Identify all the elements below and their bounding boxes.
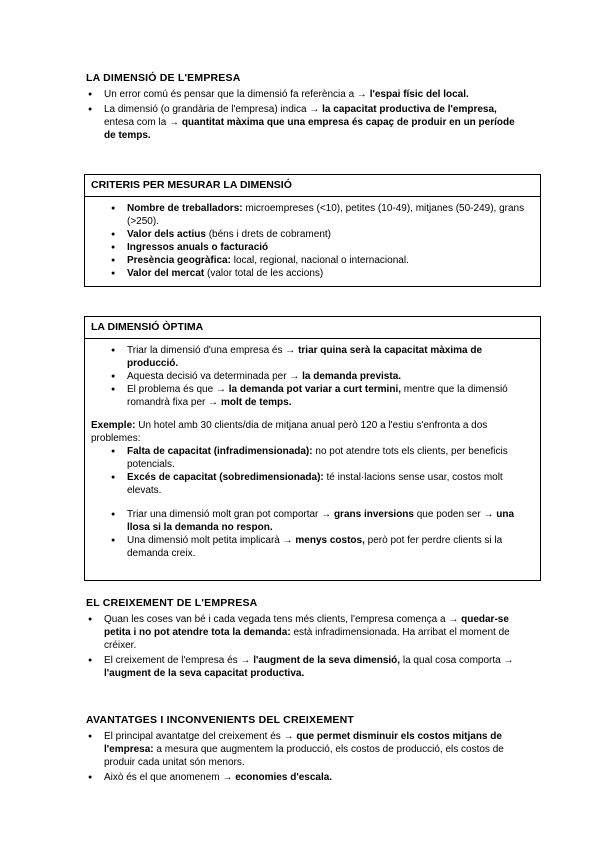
box-criteris: [84, 174, 541, 287]
bold-text: Nombre de treballadors:: [127, 203, 243, 214]
bold-text: menys costos,: [295, 535, 365, 546]
text: microempreses (<10), petites (10-49), mitjanes (50-249), grans (>250).: [127, 203, 525, 227]
list-item: [109, 241, 534, 254]
section-title: EL CREIXEMENT DE L'EMPRESA: [86, 597, 258, 609]
box-body: [85, 197, 540, 286]
text: però pot fer perdre clients si la demanda creix.: [127, 535, 503, 559]
bold-text: quedar-se petita i no pot atendre tota la demanda:: [104, 614, 509, 638]
bold-text: quantitat màxima que una empresa és capaç de produir en un període de temps.: [104, 117, 515, 141]
text: (béns i drets de cobrament): [205, 229, 331, 240]
list-item: [109, 344, 534, 370]
list-item: [109, 202, 534, 228]
text: que poden ser →: [413, 509, 497, 520]
box-title: CRITERIS PER MESURAR LA DIMENSIÓ: [85, 175, 540, 197]
text: local, regional, nacional o internacional.: [230, 255, 409, 266]
bold-text: Valor del mercat: [127, 268, 205, 279]
text: està infradimensionada. Ha arribat el moment de créixer.: [104, 627, 510, 651]
section-avantatges: [86, 714, 526, 786]
bold-text: Falta de capacitat (infradimensionada):: [127, 446, 313, 457]
text: a mesura que augmentem la producció, els costos de producció, els costos de produir cada unitat són menors.: [104, 744, 504, 768]
section-creixement: [86, 597, 526, 682]
bold-text: Exemple:: [91, 420, 136, 431]
list-item: [109, 254, 534, 267]
box-dimensio-optima: [84, 316, 541, 581]
example-paragraph: [91, 419, 534, 445]
list-item: [86, 654, 526, 680]
text: Això és el que anomenem →: [104, 772, 236, 783]
bold-text: triar quina serà la capacitat màxima de producció.: [127, 345, 483, 369]
text: Un error comú és pensar que la dimensió fa referència a →: [104, 89, 370, 100]
list-item: [109, 267, 534, 280]
text: El principal avantatge del creixement és →: [104, 731, 297, 742]
text: Aquesta decisió va determinada per →: [127, 371, 303, 382]
text: la qual cosa comporta →: [400, 655, 514, 666]
bold-text: la demanda prevista.: [302, 371, 402, 382]
bullet-list: [109, 445, 534, 497]
box-title: LA DIMENSIÓ ÒPTIMA: [85, 317, 540, 339]
text: El problema és que →: [127, 384, 229, 395]
bullet-list: [86, 613, 526, 680]
bold-text: economies d'escala.: [235, 772, 333, 783]
box-body: [85, 339, 540, 566]
list-item: [109, 370, 534, 383]
bold-text: Presència geogràfica:: [127, 255, 231, 266]
text: té instal·lacions sense usar, costos molt elevats.: [127, 472, 503, 496]
bullet-list: [109, 508, 534, 560]
list-item: [86, 730, 526, 769]
bold-text: molt de temps.: [220, 397, 292, 408]
text: entesa com la →: [104, 117, 182, 128]
text: Un hotel amb 30 clients/dia de mitjana anual però 120 a l'estiu s'enfronta a dos problemes:: [91, 420, 488, 444]
section-title: LA DIMENSIÓ DE L'EMPRESA: [86, 72, 241, 84]
bold-text: l'augment de la seva dimensió,: [253, 655, 401, 666]
bullet-list: [109, 202, 534, 280]
text: El creixement de l'empresa és →: [104, 655, 254, 666]
bold-text: la capacitat productiva de l'empresa,: [322, 104, 497, 115]
text: Quan les coses van bé i cada vegada tens més clients, l'empresa comença a →: [104, 614, 462, 625]
text: Triar una dimensió molt gran pot comportar →: [127, 509, 334, 520]
section-dimensio: [86, 72, 526, 144]
list-item: [109, 383, 534, 409]
bold-text: la demanda pot variar a curt termini,: [228, 384, 401, 395]
bullet-list: [86, 88, 526, 142]
text: mentre que la dimensió romandrà fixa per →: [127, 384, 508, 408]
list-item: [109, 471, 534, 497]
bold-text: l'espai físic del local.: [369, 89, 469, 100]
bullet-list: [109, 344, 534, 409]
list-item: [109, 445, 534, 471]
list-item: [86, 771, 526, 784]
bold-text: Ingressos anuals o facturació: [127, 242, 269, 253]
list-item: [109, 534, 534, 560]
bold-text: grans inversions: [333, 509, 414, 520]
bold-text: una llosa si la demanda no respon.: [127, 509, 515, 533]
list-item: [86, 88, 526, 101]
text: Triar la dimensió d'una empresa és →: [127, 345, 299, 356]
bold-text: l'augment de la seva capacitat productiva.: [104, 668, 305, 679]
text: La dimensió (o grandària de l'empresa) indica →: [104, 104, 323, 115]
list-item: [86, 103, 526, 142]
section-title: AVANTATGES I INCONVENIENTS DEL CREIXEMENT: [86, 714, 354, 726]
text: Una dimensió molt petita implicarà →: [127, 535, 296, 546]
text: (valor total de les accions): [204, 268, 324, 279]
text: no pot atendre tots els clients, per beneficis potencials.: [127, 446, 508, 470]
bullet-list: [86, 730, 526, 784]
bold-text: que permet disminuir els costos mitjans de l'empresa:: [104, 731, 502, 755]
bold-text: Valor dels actius: [127, 229, 206, 240]
bold-text: Excés de capacitat (sobredimensionada):: [127, 472, 324, 483]
list-item: [109, 228, 534, 241]
list-item: [109, 508, 534, 534]
list-item: [86, 613, 526, 652]
